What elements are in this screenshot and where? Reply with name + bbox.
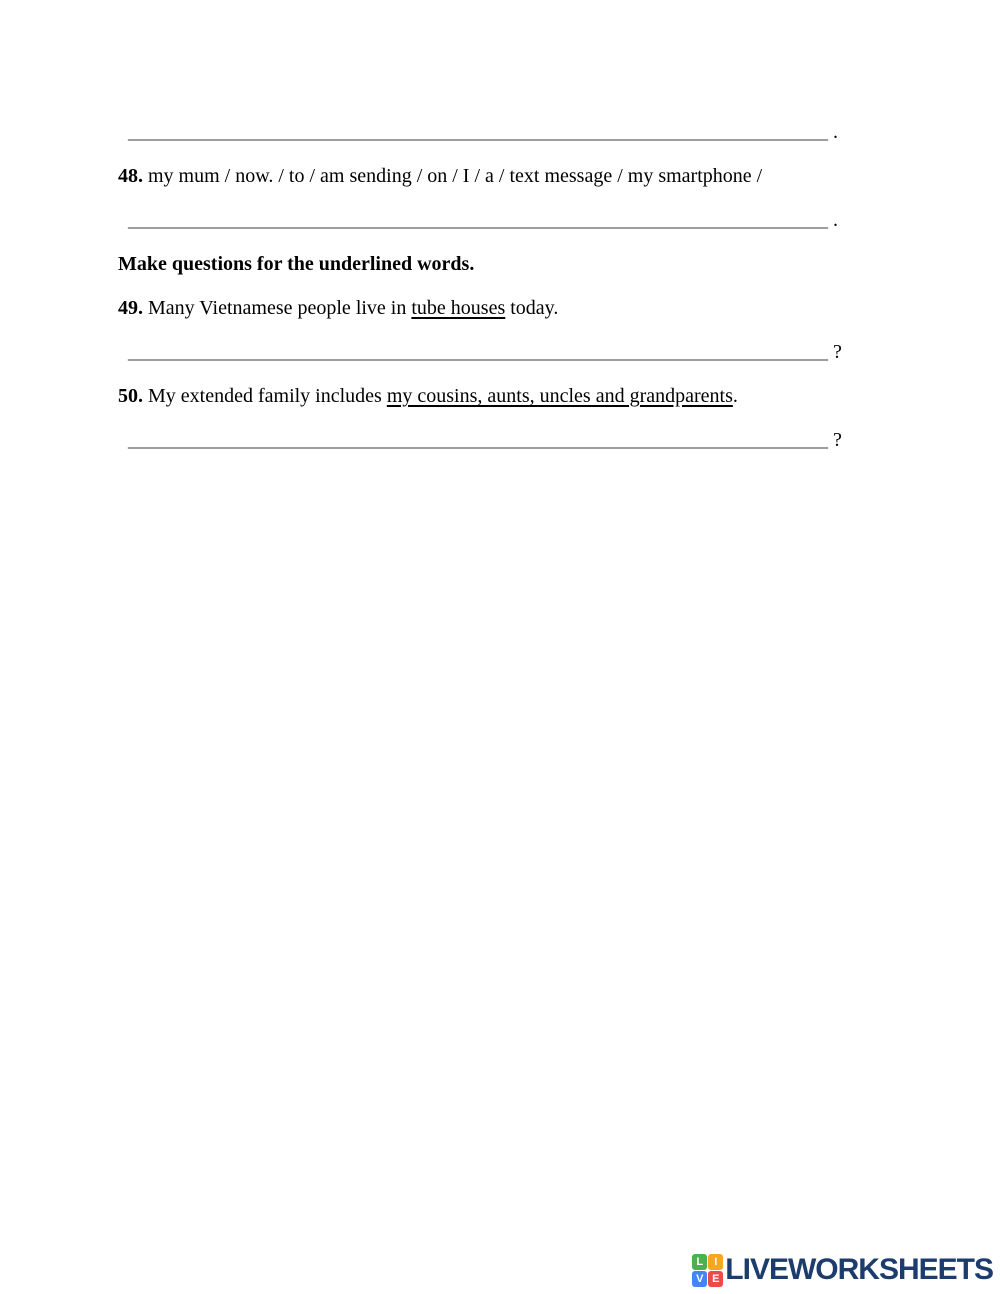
liveworksheets-logo bbox=[692, 1252, 993, 1287]
logo-tile-v: V bbox=[692, 1271, 707, 1287]
answer-blank[interactable]: ______________________________________________________________________ bbox=[128, 429, 828, 451]
question-50-number: 50. bbox=[118, 385, 143, 407]
liveworksheets-logo-icon bbox=[692, 1254, 723, 1287]
answer-line-48[interactable] bbox=[118, 210, 888, 231]
end-punctuation: ? bbox=[833, 341, 842, 363]
answer-line-49[interactable] bbox=[118, 342, 888, 363]
question-48-number: 48. bbox=[118, 165, 143, 187]
section-heading: Make questions for the underlined words. bbox=[118, 253, 475, 275]
question-49-number: 49. bbox=[118, 297, 143, 319]
question-50 bbox=[118, 386, 888, 407]
question-49 bbox=[118, 298, 888, 319]
question-49-text-post: today. bbox=[505, 297, 559, 319]
liveworksheets-wordmark: LIVEWORKSHEETS bbox=[725, 1252, 993, 1286]
end-punctuation: . bbox=[833, 121, 838, 143]
question-48-text: my mum / now. / to / am sending / on / I / a / text message / my smartphone / bbox=[148, 165, 763, 187]
question-48 bbox=[118, 166, 888, 187]
logo-tile-i: I bbox=[708, 1254, 723, 1270]
worksheet-content bbox=[118, 122, 888, 474]
answer-line-47[interactable] bbox=[118, 122, 888, 143]
logo-tile-l: L bbox=[692, 1254, 707, 1270]
answer-blank[interactable]: ______________________________________________________________________ bbox=[128, 341, 828, 363]
answer-blank[interactable]: ______________________________________________________________________ bbox=[128, 121, 828, 143]
end-punctuation: ? bbox=[833, 429, 842, 451]
end-punctuation: . bbox=[833, 209, 838, 231]
answer-line-50[interactable] bbox=[118, 430, 888, 451]
question-50-text-post: . bbox=[732, 385, 738, 407]
logo-tile-e: E bbox=[708, 1271, 723, 1287]
question-49-underlined-words: tube houses bbox=[411, 297, 506, 319]
answer-blank[interactable]: ______________________________________________________________________ bbox=[128, 209, 828, 231]
question-50-text-pre: My extended family includes bbox=[148, 385, 387, 407]
question-50-underlined-words: my cousins, aunts, uncles and grandparents bbox=[386, 385, 733, 407]
question-49-text-pre: Many Vietnamese people live in bbox=[148, 297, 412, 319]
